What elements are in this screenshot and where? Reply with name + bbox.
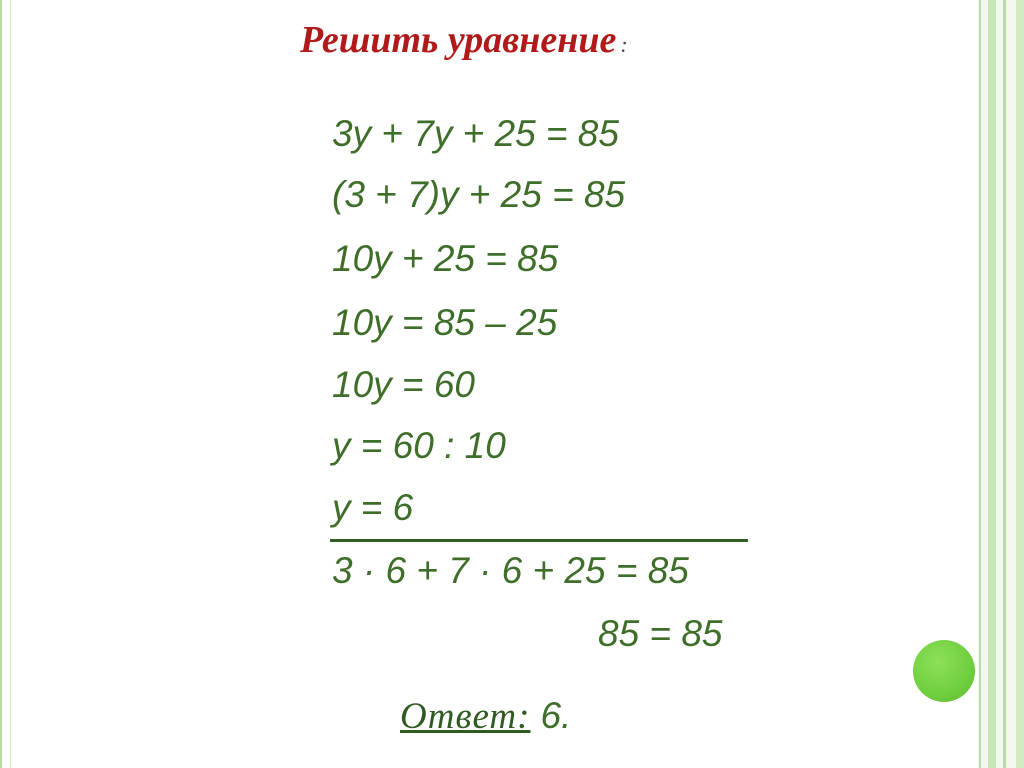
decorative-green-dot <box>913 640 975 702</box>
answer-value: 6. <box>540 695 572 736</box>
equation-step-6: y = 60 : 10 <box>332 425 506 466</box>
slide-title-text: Решить уравнение <box>300 19 617 61</box>
check-divider <box>330 539 748 542</box>
slide-title <box>300 18 628 62</box>
equation-step-5: 10y = 60 <box>332 364 475 405</box>
slide-frame-left <box>0 0 2 768</box>
answer <box>400 695 571 738</box>
slide-frame-right-line <box>1016 0 1024 768</box>
slide-frame-right-line <box>988 0 996 768</box>
equation-step-7: y = 6 <box>332 487 414 528</box>
equation-step-3: 10y + 25 = 85 <box>332 238 559 279</box>
equation-step-4: 10y = 85 – 25 <box>332 302 558 343</box>
slide-title-colon: : <box>620 32 628 57</box>
slide-frame-left-inner <box>10 0 11 768</box>
equation-step-2: (3 + 7)y + 25 = 85 <box>332 174 626 215</box>
answer-label: Ответ: <box>400 696 531 737</box>
slide-frame-right-line <box>1003 0 1006 768</box>
check-step-2: 85 = 85 <box>598 613 723 654</box>
slide-frame-right-line <box>979 0 981 768</box>
check-step-1: 3 · 6 + 7 · 6 + 25 = 85 <box>332 550 689 591</box>
equation-step-1: 3y + 7y + 25 = 85 <box>332 113 619 154</box>
